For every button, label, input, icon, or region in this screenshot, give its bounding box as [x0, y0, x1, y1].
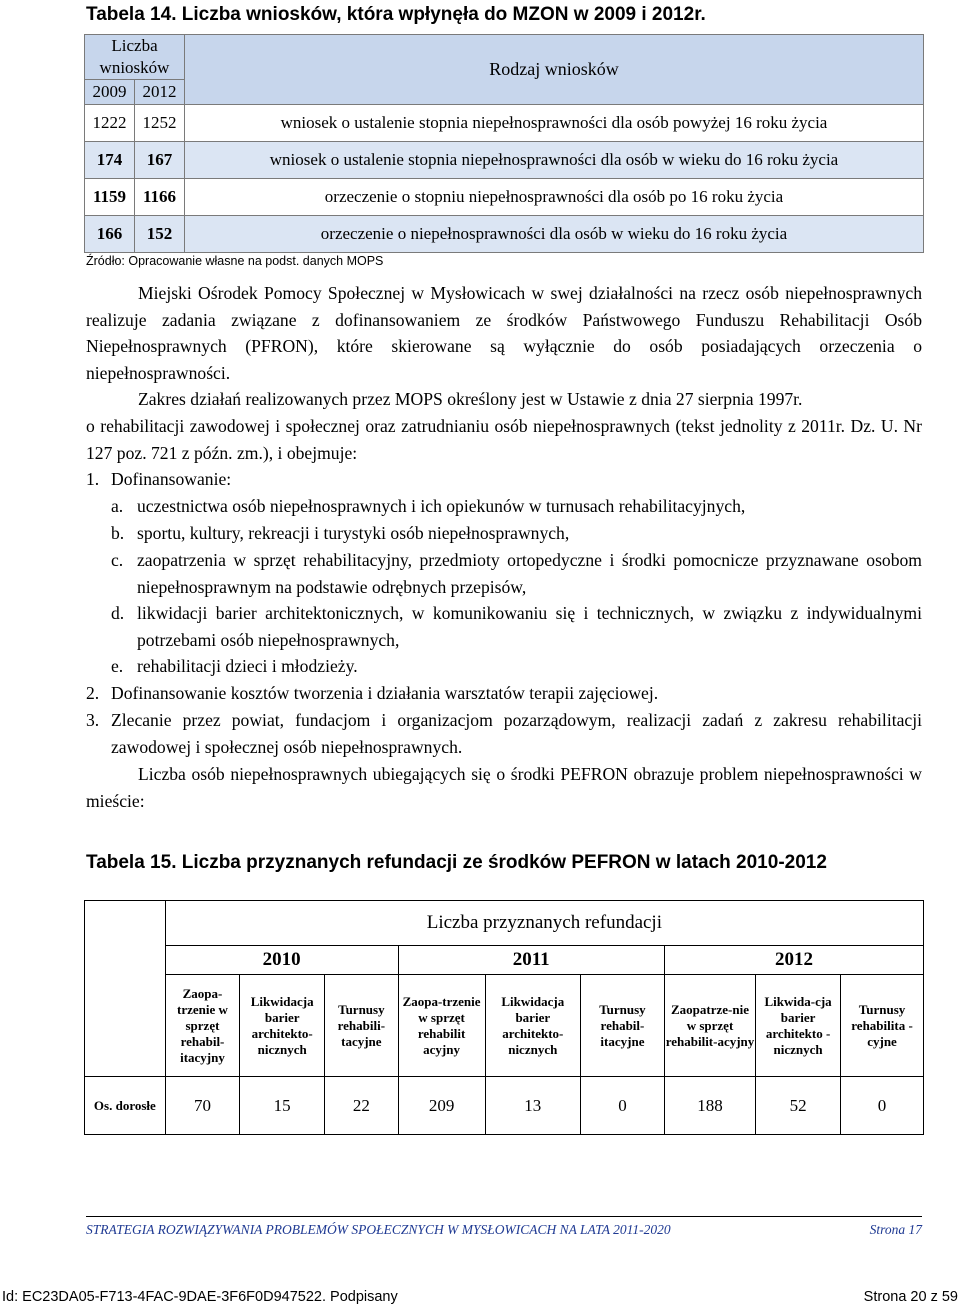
value-cell: 209	[398, 1077, 485, 1135]
count-header-l2: wniosków	[99, 58, 170, 77]
col-header: Turnusy rehabili-tacyjne	[325, 975, 398, 1077]
table15	[84, 900, 924, 1135]
item-e-label: e.	[111, 656, 124, 676]
item-e-text: rehabilitacji dzieci i młodzieży.	[137, 656, 358, 676]
item-c-text: zaopatrzenia w sprzęt rehabilitacyjny, przedmioty ortopedyczne i środki pomocnicze przyznawane osobom niepełnosprawnym na podstawie odrębnych przepisów,	[137, 550, 922, 597]
document-page: Strona 20 z 59	[863, 1289, 958, 1305]
cell-type: orzeczenie o stopniu niepełnosprawności dla osób po 16 roku życia	[185, 179, 924, 216]
item3-number: 3.	[86, 710, 100, 730]
cell-type: orzeczenie o niepełnosprawności dla osób w wieku do 16 roku życia	[185, 216, 924, 253]
page-footer	[86, 1222, 922, 1238]
value-cell: 15	[240, 1077, 325, 1135]
col-header: Likwidacja barier architekto-nicznych	[240, 975, 325, 1077]
col-header: Zaopa-trzenie w sprzęt rehabil-itacyjny	[165, 975, 239, 1077]
item-b-label: b.	[111, 523, 125, 543]
value-cell: 13	[485, 1077, 580, 1135]
col-header: Zaopatrze-nie w sprzęt rehabilit-acyjny	[664, 975, 755, 1077]
value-cell: 188	[664, 1077, 755, 1135]
col-header: Zaopa-trzenie w sprzęt rehabilit acyjny	[398, 975, 485, 1077]
item1-number: 1.	[86, 469, 100, 489]
value-cell: 52	[756, 1077, 841, 1135]
value-cell: 0	[841, 1077, 924, 1135]
table-row	[85, 105, 924, 142]
table14-title: Tabela 14. Liczba wniosków, która wpłynęła do MZON w 2009 i 2012r.	[86, 4, 706, 25]
table14-source: Źródło: Opracowanie własne na podst. danych MOPS	[86, 254, 384, 268]
row-label: Os. dorosłe	[85, 1077, 166, 1135]
corner-cell	[85, 901, 166, 1077]
year-2011: 2011	[398, 946, 664, 975]
table14	[84, 34, 924, 253]
cell-2009: 1222	[85, 105, 135, 142]
table-row	[85, 142, 924, 179]
item2-number: 2.	[86, 683, 100, 703]
item3-text: Zlecanie przez powiat, fundacjom i organizacjom pozarządowym, realizacji zadań z zakresu rehabilitacji zawodowej i społecznej osób niepełnosprawnych.	[111, 710, 922, 757]
cell-2012: 167	[135, 142, 185, 179]
refunds-header: Liczba przyznanych refundacji	[165, 901, 923, 946]
item-a-text: uczestnictwa osób niepełnosprawnych i ich opiekunów w turnusach rehabilitacyjnych,	[137, 496, 746, 516]
year-2012-header: 2012	[135, 80, 185, 105]
footer-title: STRATEGIA ROZWIĄZYWANIA PROBLEMÓW SPOŁECZNYCH W MYSŁOWICACH NA LATA 2011-2020	[86, 1222, 671, 1237]
cell-2009: 174	[85, 142, 135, 179]
year-2012: 2012	[664, 946, 923, 975]
type-header: Rodzaj wniosków	[185, 35, 924, 105]
paragraph-2a: Zakres działań realizowanych przez MOPS określony jest w Ustawie z dnia 27 sierpnia 1997r.	[138, 389, 803, 409]
value-cell: 22	[325, 1077, 398, 1135]
table15-title: Tabela 15. Liczba przyznanych refundacji ze środków PEFRON w latach 2010-2012	[86, 852, 827, 873]
value-cell: 70	[165, 1077, 239, 1135]
cell-type: wniosek o ustalenie stopnia niepełnosprawności dla osób w wieku do 16 roku życia	[185, 142, 924, 179]
year-2010: 2010	[165, 946, 398, 975]
item-c-label: c.	[111, 550, 124, 570]
cell-2012: 1166	[135, 179, 185, 216]
table-row	[85, 179, 924, 216]
col-header: Turnusy rehabil-itacyjne	[581, 975, 665, 1077]
item1-text: Dofinansowanie:	[111, 469, 232, 489]
count-header	[85, 35, 185, 80]
cell-2012: 1252	[135, 105, 185, 142]
item2-text: Dofinansowanie kosztów tworzenia i działania warsztatów terapii zajęciowej.	[111, 683, 659, 703]
footer-divider	[86, 1216, 922, 1217]
item-d-text: likwidacji barier architektonicznych, w komunikowaniu się i technicznych, w związku z indywidualnymi potrzebami osób niepełnosprawnych,	[137, 603, 922, 650]
paragraph-3: Liczba osób niepełnosprawnych ubiegających się o środki PEFRON obrazuje problem niepełnosprawności w mieście:	[86, 764, 922, 811]
paragraph-2b: o rehabilitacji zawodowej i społecznej oraz zatrudnianiu osób niepełnosprawnych (tekst jednolity z 2011r. Dz. U. Nr 127 poz. 721 z późn. zm.), i obejmuje:	[86, 416, 922, 463]
table-row	[85, 216, 924, 253]
cell-type: wniosek o ustalenie stopnia niepełnosprawności dla osób powyżej 16 roku życia	[185, 105, 924, 142]
item-d-label: d.	[111, 603, 125, 623]
item-a-label: a.	[111, 496, 124, 516]
footer-page: Strona 17	[869, 1222, 922, 1237]
col-header: Likwida-cja barier architekto -nicznych	[756, 975, 841, 1077]
count-header-l1: Liczba	[111, 36, 158, 55]
cell-2012: 152	[135, 216, 185, 253]
col-header: Turnusy rehabilita -cyjne	[841, 975, 924, 1077]
year-2009-header: 2009	[85, 80, 135, 105]
cell-2009: 1159	[85, 179, 135, 216]
paragraph-1: Miejski Ośrodek Pomocy Społecznej w Mysłowicach w swej działalności na rzecz osób niepełnosprawnych realizuje zadania związane z dofinansowaniem ze środków Państwowego Funduszu Rehabilitacji Osób Niepełnosprawnych (PFRON), które skierowane są wyłącznie do osób posiadających orzeczenia o niepełnosprawności.	[86, 283, 922, 383]
value-cell: 0	[581, 1077, 665, 1135]
item-b-text: sportu, kultury, rekreacji i turystyki osób niepełnosprawnych,	[137, 523, 570, 543]
col-header: Likwidacja barier architekto-nicznych	[485, 975, 580, 1077]
document-id: Id: EC23DA05-F713-4FAC-9DAE-3F6F0D947522. Podpisany	[2, 1289, 398, 1305]
cell-2009: 166	[85, 216, 135, 253]
table-row	[85, 1077, 924, 1135]
